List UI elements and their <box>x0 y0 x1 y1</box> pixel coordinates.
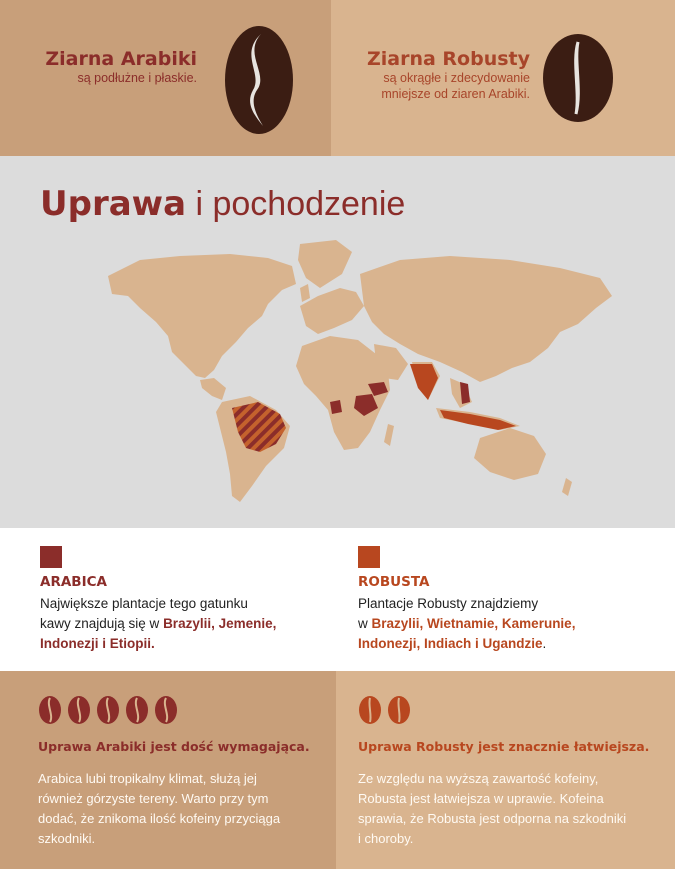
arabica-difficulty-beans <box>38 695 178 725</box>
section-heading-light: i pochodzenie <box>195 185 406 223</box>
robusta-legend-line-2 <box>358 614 575 634</box>
robusta-cultivation-line-4: i choroby. <box>358 831 414 846</box>
robusta-legend-prefix: w <box>358 616 372 631</box>
arabica-cultivation-line-2: również górzyste tereny. Warto przy tym <box>38 791 269 806</box>
robusta-legend-countries-1: Brazylii, Wietnamie, Kamerunie, <box>371 616 576 631</box>
coffee-bean-icon <box>125 695 149 725</box>
coffee-bean-icon <box>67 695 91 725</box>
coffee-bean-icon <box>387 695 411 725</box>
arabica-cultivation-body <box>38 769 280 849</box>
robusta-cultivation-body <box>358 769 626 849</box>
robusta-legend-suffix: . <box>542 636 547 651</box>
coffee-bean-icon <box>38 695 62 725</box>
legend <box>0 528 675 671</box>
robusta-legend-line-1: Plantacje Robusty znajdziemy <box>358 596 539 611</box>
robusta-bean-description-1: są okrągłe i zdecydowanie <box>383 71 530 85</box>
cameroon-region <box>330 400 342 414</box>
world-map <box>0 156 675 528</box>
india-region <box>410 364 438 400</box>
arabica-legend-title: ARABICA <box>40 574 107 590</box>
map-section <box>0 156 675 528</box>
arabica-bean-panel <box>0 0 331 156</box>
arabica-legend-line-1: Największe plantacje tego gatunku <box>40 596 248 611</box>
coffee-bean-icon <box>96 695 120 725</box>
section-heading-bold: Uprawa <box>40 184 187 224</box>
robusta-bean-text <box>350 48 530 102</box>
coffee-bean-icon <box>154 695 178 725</box>
robusta-bean-icon <box>541 32 615 124</box>
robusta-cultivation-panel <box>336 671 675 869</box>
arabica-cultivation-line-1: Arabica lubi tropikalny klimat, służą jej <box>38 771 257 786</box>
coffee-bean-icon <box>358 695 382 725</box>
arabica-legend-body <box>40 594 276 654</box>
arabica-cultivation-panel <box>0 671 336 869</box>
robusta-difficulty-beans <box>358 695 411 725</box>
arabica-legend-countries-1: Brazylii, Jemenie, <box>163 616 277 631</box>
arabica-cultivation-line-3: dodać, że znikoma ilość kofeiny przyciąga <box>38 811 281 826</box>
legend-robusta <box>358 546 575 654</box>
robusta-legend-countries-2: Indonezji, Indiach i Ugandzie <box>358 636 543 651</box>
robusta-cultivation-line-2: Robusta jest łatwiejsza w uprawie. Kofeina <box>358 791 604 806</box>
robusta-bean-title: Ziarna Robusty <box>366 48 530 70</box>
bean-comparison-band <box>0 0 675 156</box>
robusta-legend-line-3 <box>358 634 575 654</box>
robusta-bean-panel <box>331 0 675 156</box>
arabica-cultivation-title: Uprawa Arabiki jest dość wymagająca. <box>38 739 310 754</box>
arabica-legend-countries-2: Indonezji i Etiopii. <box>40 636 155 651</box>
arabica-legend-prefix: kawy znajdują się w <box>40 616 164 631</box>
robusta-bean-description-2: mniejsze od ziaren Arabiki. <box>381 87 530 101</box>
arabica-bean-text <box>0 48 197 86</box>
robusta-legend-body <box>358 594 575 654</box>
arabica-bean-title: Ziarna Arabiki <box>45 48 197 70</box>
arabica-bean-description: są podłużne i płaskie. <box>77 71 197 85</box>
robusta-cultivation-title: Uprawa Robusty jest znacznie łatwiejsza. <box>358 739 650 754</box>
robusta-legend-title: ROBUSTA <box>358 574 430 590</box>
arabica-cultivation-line-4: szkodniki. <box>38 831 96 846</box>
robusta-cultivation-line-1: Ze względu na wyższą zawartość kofeiny, <box>358 771 599 786</box>
arabica-bean-icon <box>223 24 295 136</box>
arabica-swatch <box>40 546 62 568</box>
robusta-cultivation-line-3: sprawia, że Robusta jest odporna na szkodniki <box>358 811 627 826</box>
legend-arabica <box>40 546 276 654</box>
arabica-legend-line-2 <box>40 614 276 634</box>
robusta-swatch <box>358 546 380 568</box>
